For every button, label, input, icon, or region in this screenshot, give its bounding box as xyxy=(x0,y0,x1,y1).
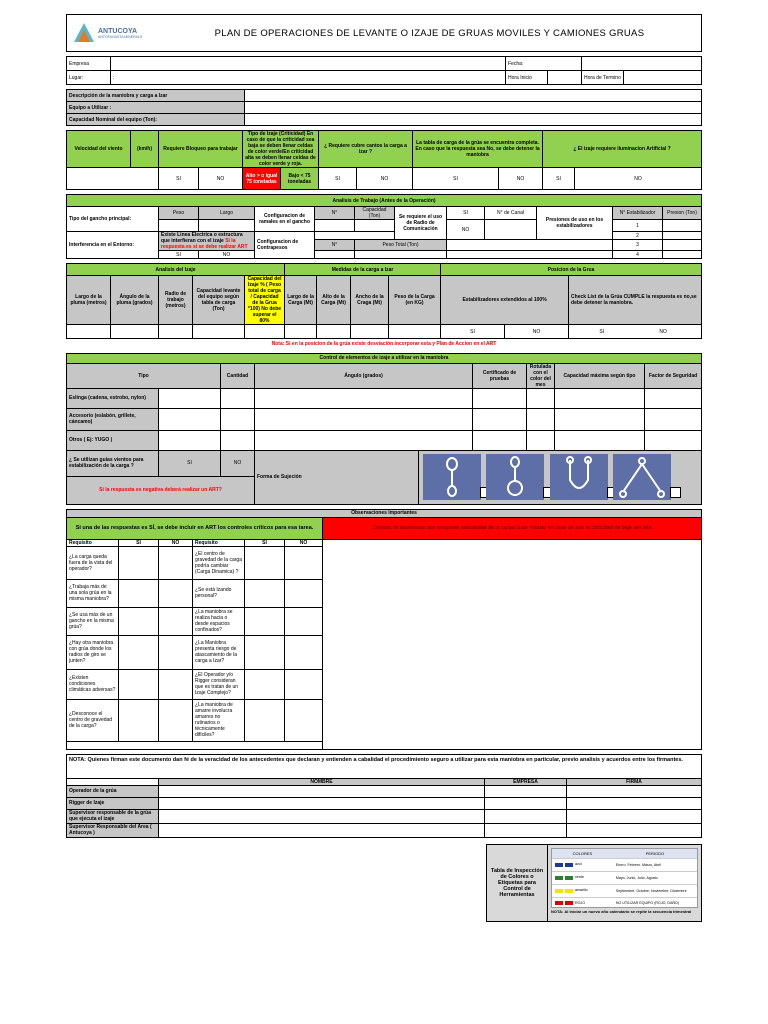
form-header xyxy=(66,14,702,52)
largo-label: Largo xyxy=(199,207,255,220)
eslinga-label: Eslinga (cadena, estrobo, nylon) xyxy=(67,388,159,408)
control-title: Control de elementos de izaje a utilizar en la maniobra xyxy=(67,353,702,363)
cubre-no[interactable]: NO xyxy=(357,168,413,190)
logo-name: ANTUCOYA xyxy=(98,27,138,35)
cubre-si[interactable]: SI xyxy=(319,168,357,190)
config-ramales-label: Configuracion de ramales en el gancho xyxy=(255,207,315,232)
medidas-title: Medidas de la carga a Izar xyxy=(285,264,441,276)
req-right-4-no[interactable] xyxy=(285,669,323,699)
obs-spacer xyxy=(67,741,323,749)
vientos-label: ¿ Se utilizan guias vientos para estabilización de la carga ? xyxy=(67,450,159,476)
n-field[interactable] xyxy=(315,220,355,232)
empresa-col-label: EMPRESA xyxy=(485,778,567,785)
color-name-3: ROJO xyxy=(575,900,585,905)
hora-inicio-field[interactable] xyxy=(547,71,581,85)
sling-choker-icon xyxy=(486,454,544,500)
capacidad-pct-label: Capacidad del Izaje % ( Peso total de carga / Capacidad de la Grua *100) No debe superar el 80% xyxy=(245,276,285,325)
req-right-2-no[interactable] xyxy=(285,607,323,635)
observaciones-title: Observaciones Importantes xyxy=(67,509,702,517)
colores-section xyxy=(66,844,702,922)
accesorio-angulo[interactable] xyxy=(255,408,473,430)
accesorio-factor[interactable] xyxy=(645,408,702,430)
bloqueo-si[interactable]: SI xyxy=(159,168,199,190)
factor-label: Factor de Seguridad xyxy=(645,363,702,388)
work-analysis-table xyxy=(66,194,702,259)
sling-basket-icon xyxy=(550,454,608,500)
largo-carga-label: Largo de la Carga (Mt) xyxy=(285,276,317,325)
largo-field[interactable] xyxy=(199,220,255,232)
si-label-2: SI xyxy=(245,539,285,546)
largo-pluma-field[interactable] xyxy=(67,325,111,339)
req-left-2-si[interactable] xyxy=(119,607,159,635)
otros-angulo[interactable] xyxy=(255,430,473,450)
req-left-3-no[interactable] xyxy=(159,635,193,669)
color-periodo-2: Septiembre, Octubre, Noviembre, Diciembre xyxy=(615,888,687,893)
antucoya-logo xyxy=(73,19,158,47)
largo-pluma-label: Largo de la pluma (metros) xyxy=(67,276,111,325)
eslinga-capacidad[interactable] xyxy=(555,388,645,408)
fecha-label: Fecha: xyxy=(505,57,581,71)
req-left-1-si[interactable] xyxy=(119,579,159,607)
eslinga-factor[interactable] xyxy=(645,388,702,408)
req-left-5-si[interactable] xyxy=(119,699,159,741)
vientos-si[interactable]: SI xyxy=(159,450,221,476)
descripcion-field[interactable] xyxy=(245,90,702,102)
presiones-label: Presiones de uso en los estabilizadores xyxy=(537,207,613,240)
tipo-izaje-label: Tipo de Izaje (Criticidad) En caso de que la criticidad sea baja se deben llenar celdas de color verde/En criticidad alta se deben llenar celdas de color verde y roja. xyxy=(243,131,319,168)
accesorio-cantidad[interactable] xyxy=(221,408,255,430)
checklist-no[interactable]: NO xyxy=(659,328,667,335)
croquis-area[interactable] xyxy=(323,539,702,749)
supervisor-grua-label: Supervisor responsable de la grúa que ejecuta el izaje xyxy=(67,809,159,823)
linea-no[interactable]: NO xyxy=(199,251,255,259)
capacidad-max-label: Capacidad máxima según tipo xyxy=(555,363,645,388)
accesorio-label: Accesorio (eslabón, grillete, cáncamo) xyxy=(67,408,159,430)
conditions-table xyxy=(66,130,702,190)
form-sheet xyxy=(66,14,702,922)
req-right-5-no[interactable] xyxy=(285,699,323,741)
swatch-amarillo-2 xyxy=(565,889,573,893)
swatch-rojo xyxy=(555,901,563,905)
equipo-label: Equipo a Utilizar : xyxy=(67,102,245,114)
iluminacion-label: ¿ El izaje requiere iluminacion Artificial ? xyxy=(543,131,702,168)
color-periodo-1: Mayo, Junio, Julio, Agosto xyxy=(615,875,658,880)
posicion-nota: Nota: Si en la posicion de la grúa existe desviación incorporar esta y Plan de Accion en el ART xyxy=(271,340,497,347)
requisito-label-1: Requisito xyxy=(67,539,119,546)
req-left-0-si[interactable] xyxy=(119,546,159,579)
empresa-field[interactable] xyxy=(111,57,506,71)
checklist-answers xyxy=(569,325,702,339)
req-left-4-si[interactable] xyxy=(119,669,159,699)
colores-content xyxy=(548,845,701,921)
negativa-warning: Si la respuesta es negativa deberá realizar un ART? xyxy=(67,476,255,504)
control-table xyxy=(66,353,702,505)
peso-carga-field[interactable] xyxy=(389,325,441,339)
operador-nombre[interactable] xyxy=(159,785,485,797)
presion-1[interactable] xyxy=(663,220,702,232)
swatch-verde-2 xyxy=(565,876,573,880)
observaciones-table xyxy=(66,509,702,750)
req-right-4: ¿El Operador y/o Rigger consideran que es tratan de un Izaje Complejo? xyxy=(193,669,245,699)
req-right-5-si[interactable] xyxy=(245,699,285,741)
bloqueo-label: Requiere Bloqueo para trabajar xyxy=(159,131,243,168)
req-right-4-si[interactable] xyxy=(245,669,285,699)
req-right-1-si[interactable] xyxy=(245,579,285,607)
req-left-3-si[interactable] xyxy=(119,635,159,669)
sujecion-check-4[interactable] xyxy=(670,487,681,498)
viento-label: Velocidad del viento xyxy=(67,131,131,168)
tipo-label: Tipo xyxy=(67,363,221,388)
n-label: N° xyxy=(315,207,355,220)
swatch-verde xyxy=(555,876,563,880)
canal-field[interactable] xyxy=(485,220,537,240)
color-name-2: amarillo xyxy=(575,888,588,893)
accesorio-capacidad[interactable] xyxy=(555,408,645,430)
descripcion-label: Descripción de la maniobra y carga a Izar xyxy=(67,90,245,102)
req-right-5: ¿La maniobra de amarre involucra amarres no rutinarios o técnicamente difíciles? xyxy=(193,699,245,741)
color-row-verde xyxy=(552,871,697,884)
estab-no[interactable]: NO xyxy=(505,325,569,339)
tabla-carga-label: La tabla de carga de la grúa se encuentra completa. En caso que la respuesta sea No, se debe detener la maniobra xyxy=(413,131,543,168)
rigger-firma[interactable] xyxy=(567,797,702,809)
canal-label: N° de Canal xyxy=(485,207,537,220)
sling-single-icon xyxy=(423,454,481,500)
logo-subtitle: ANTOFAGASTA MINERALS xyxy=(98,34,143,39)
color-periodo-0: Enero, Febrero, Marzo, Abril xyxy=(615,862,662,867)
req-left-0: ¿La carga queda fuera de la vista del operador? xyxy=(67,546,119,579)
operador-label: Operador de la grúa xyxy=(67,785,159,797)
presion-2[interactable] xyxy=(663,232,702,240)
color-row-amarillo xyxy=(552,884,697,897)
n-contrapeso-label: N° xyxy=(315,240,355,251)
izaje-table xyxy=(66,263,702,349)
si-label-1: SI xyxy=(119,539,159,546)
otros-certificado[interactable] xyxy=(473,430,527,450)
contrapesos-spacer xyxy=(315,232,395,240)
capacidad-ton-label: Capacidad (Ton) xyxy=(355,207,395,220)
lugar-field[interactable]: : xyxy=(111,71,506,85)
empresa-label: Empresa xyxy=(67,57,111,71)
req-right-3-no[interactable] xyxy=(285,635,323,669)
estab-si[interactable]: SI xyxy=(441,325,505,339)
eslinga-cantidad[interactable] xyxy=(221,388,255,408)
otros-rotulada[interactable] xyxy=(527,430,555,450)
alto-carga-label: Alto de la Carga (Mt) xyxy=(317,276,351,325)
capacidad-levante-label: Capacidad levante del equipo según tabla de carga (Ton) xyxy=(193,276,245,325)
requisito-label-2: Requisito xyxy=(193,539,245,546)
n-contrapeso-field[interactable] xyxy=(315,251,355,259)
general-info-table xyxy=(66,56,702,85)
logo-mark-icon xyxy=(73,22,95,44)
supervisor-grua-nombre[interactable] xyxy=(159,809,485,823)
estab-4: 4 xyxy=(613,251,663,259)
firmas-table xyxy=(66,754,702,838)
viento-field[interactable] xyxy=(67,168,159,190)
firmas-nota: NOTA: Quienes firman este documento dan fé de la veracidad de los antecedentes que declaran y entienden a cabalidad el procedimiento seguro a utilizar para esta maniobra en particular, previo analisis y acuerdos entre los firmantes. xyxy=(67,754,702,778)
no-label-1: NO xyxy=(159,539,193,546)
capacidad-field[interactable] xyxy=(245,114,702,126)
nombre-label: NOMBRE xyxy=(159,778,485,785)
req-left-3: ¿Hay otra maniobra con grúa donde los radios de giro se junten? xyxy=(67,635,119,669)
checklist-label: Check List de la Grúa CUMPLE la respuesta es no,se debe detener la maniobra. xyxy=(569,276,702,325)
rotulada-label: Rotulada con el color del mes xyxy=(527,363,555,388)
colores-chart xyxy=(551,848,698,908)
angulo-pluma-label: Ángulo de la pluma (grados) xyxy=(111,276,159,325)
radio-si[interactable]: SI xyxy=(447,207,485,220)
colores-label: Tabla de Inspección de Colores o Etiquetas para Control de Herramientas xyxy=(487,845,548,921)
operador-firma[interactable] xyxy=(567,785,702,797)
colores-head-color: COLORES xyxy=(572,850,593,856)
accesorio-rotulada[interactable] xyxy=(527,408,555,430)
req-right-3-si[interactable] xyxy=(245,635,285,669)
obs-right-note: Croquis de maniobras que aseguren estabilidad de la carga/ Este realizar en caso de que la criticidad de baja sea alta xyxy=(323,517,702,539)
req-right-3: ¿La Maniobra presenta riesgo de atascamiento de la carga a Izar? xyxy=(193,635,245,669)
swatch-azul-2 xyxy=(565,863,573,867)
blank-cell xyxy=(447,251,613,259)
otros-cantidad[interactable] xyxy=(221,430,255,450)
page-title: PLAN DE OPERACIONES DE LEVANTE O IZAJE DE GRUAS MOVILES Y CAMIONES GRUAS xyxy=(214,27,645,39)
otros-factor[interactable] xyxy=(645,430,702,450)
peso-field[interactable] xyxy=(159,220,199,232)
color-row-rojo xyxy=(552,897,697,909)
angulo-pluma-field[interactable] xyxy=(111,325,159,339)
swatch-amarillo xyxy=(555,889,563,893)
presion-3[interactable] xyxy=(663,240,702,251)
presion-4[interactable] xyxy=(663,251,702,259)
eslinga-rotulada[interactable] xyxy=(527,388,555,408)
supervisor-area-empresa[interactable] xyxy=(485,823,567,837)
rigger-empresa[interactable] xyxy=(485,797,567,809)
largo-carga-field[interactable] xyxy=(285,325,317,339)
capacidad-pct-field[interactable] xyxy=(245,325,285,339)
firma-label: FIRMA xyxy=(567,778,702,785)
req-left-5-no[interactable] xyxy=(159,699,193,741)
accesorio-field[interactable] xyxy=(159,408,221,430)
color-row-azul xyxy=(552,858,697,871)
eslinga-certificado[interactable] xyxy=(473,388,527,408)
supervisor-grua-firma[interactable] xyxy=(567,809,702,823)
bloqueo-no[interactable]: NO xyxy=(199,168,243,190)
estab-2: 2 xyxy=(613,232,663,240)
req-left-2-no[interactable] xyxy=(159,607,193,635)
otros-label: Otros ( Ej: YUGO ) xyxy=(67,430,159,450)
checklist-si[interactable]: SI xyxy=(599,328,605,335)
presion-label: Presion (Ton) xyxy=(663,207,702,220)
linea-warning: Si la respuesta es si se debe realizar ART xyxy=(161,238,248,250)
swatch-rojo-2 xyxy=(565,901,573,905)
colores-box xyxy=(486,844,702,922)
rigger-label: Rigger de Izaje xyxy=(67,797,159,809)
operador-empresa[interactable] xyxy=(485,785,567,797)
analisis-izaje-title: Analisis del Izaje xyxy=(67,264,285,276)
radio-label: Se requiere el uso de Radio de Comunicación xyxy=(395,207,447,240)
color-name-1: verde xyxy=(575,875,584,880)
color-name-0: azul xyxy=(575,862,582,867)
supervisor-area-nombre[interactable] xyxy=(159,823,485,837)
equipo-field[interactable] xyxy=(245,102,702,114)
capacidad-label: Capacidad Nominal del equipo (Ton): xyxy=(67,114,245,126)
certificado-label: Certificado de pruebas xyxy=(473,363,527,388)
hora-termino-field[interactable] xyxy=(624,71,702,85)
estab-3: 3 xyxy=(613,240,663,251)
req-right-2: ¿La maniobra se realiza hacia o desde espacios confinados? xyxy=(193,607,245,635)
radio-trabajo-label: Radio de trabajo (metros) xyxy=(159,276,193,325)
eslinga-angulo[interactable] xyxy=(255,388,473,408)
supervisor-grua-empresa[interactable] xyxy=(485,809,567,823)
rigger-nombre[interactable] xyxy=(159,797,485,809)
req-right-1: ¿Se está Izando personal? xyxy=(193,579,245,607)
req-left-1: ¿Trabaja más de una sola grúa en la misma maniobra? xyxy=(67,579,119,607)
req-left-1-no[interactable] xyxy=(159,579,193,607)
colores-head-periodo: PERIODO xyxy=(645,850,665,856)
estabilizadores-label: Estabilizadores extendidos al 100% xyxy=(441,276,569,325)
lugar-label: Lugar: xyxy=(67,71,111,85)
sujecion-images xyxy=(419,450,702,504)
criticidad-alta[interactable]: Alto > o igual 75 toneladas xyxy=(243,168,281,190)
sling-bridle-icon xyxy=(613,454,671,500)
radio-no[interactable]: NO xyxy=(447,220,485,240)
hora-termino-label: Hora de Termino xyxy=(582,71,624,85)
req-right-2-si[interactable] xyxy=(245,607,285,635)
color-periodo-3: NO UTILIZAR EQUIPO (ROJO, DAÑO) xyxy=(615,901,679,905)
tabla-no[interactable]: NO xyxy=(499,168,543,190)
linea-label xyxy=(159,232,255,251)
peso-total-field[interactable] xyxy=(355,251,447,259)
linea-text: Existe Linea Electrica o estructura que interfieran con el izaje xyxy=(161,232,243,244)
eslinga-field[interactable] xyxy=(159,388,221,408)
gancho-label: Tipo del gancho principal: xyxy=(67,207,159,232)
posicion-title: Posicion de la Grua xyxy=(441,264,702,276)
req-right-0: ¿El centro de gravedad de la carga podría cambiar (Carga Dinamica) ? xyxy=(193,546,245,579)
linea-si[interactable]: SI xyxy=(159,251,199,259)
capacidad-levante-field[interactable] xyxy=(193,325,245,339)
radio-trabajo-field[interactable] xyxy=(159,325,193,339)
radio-spacer xyxy=(447,240,613,251)
angulo-label: Ángulo (grados) xyxy=(255,363,473,388)
req-left-0-no[interactable] xyxy=(159,546,193,579)
req-right-0-si[interactable] xyxy=(245,546,285,579)
alto-carga-field[interactable] xyxy=(317,325,351,339)
no-label-2: NO xyxy=(285,539,323,546)
description-table xyxy=(66,89,702,126)
req-left-4: ¿Existen condiciones climáticas adversas? xyxy=(67,669,119,699)
peso-carga-label: Peso de la Carga (en KG) xyxy=(389,276,441,325)
otros-capacidad[interactable] xyxy=(555,430,645,450)
trabajo-title: Analisis de Trabajo (Antes de la Operación) xyxy=(67,195,702,207)
ancho-carga-label: Ancho de la Craga (Mt) xyxy=(351,276,389,325)
estab-1: 1 xyxy=(613,220,663,232)
otros-field[interactable] xyxy=(159,430,221,450)
fecha-field[interactable] xyxy=(582,57,702,71)
vientos-no[interactable]: NO xyxy=(221,450,255,476)
colores-nota: NOTA: Al iniciar un nuevo año calendario se repite la secuencia trimestral xyxy=(551,908,692,914)
capacidad-ton-field[interactable] xyxy=(355,220,395,232)
iluminacion-no[interactable]: NO xyxy=(575,168,702,190)
tabla-si[interactable]: SI xyxy=(413,168,499,190)
req-right-1-no[interactable] xyxy=(285,579,323,607)
supervisor-area-label: Supervisor Responsable del Area ( Antucoya ) xyxy=(67,823,159,837)
firmas-corner xyxy=(67,778,159,785)
swatch-azul xyxy=(555,863,563,867)
obs-left-note: Si una de las respuestas es SÍ, se debe incluir en ART los controles críticos para esa tarea. xyxy=(67,517,323,539)
req-left-5: ¿Desconoce el centro de gravedad de la carga? xyxy=(67,699,119,741)
peso-label: Peso xyxy=(159,207,199,220)
kmh-label: (km/h) xyxy=(131,131,159,168)
supervisor-area-firma[interactable] xyxy=(567,823,702,837)
accesorio-certificado[interactable] xyxy=(473,408,527,430)
req-left-2: ¿Se usa más de un gancho en la misma grúa? xyxy=(67,607,119,635)
ancho-carga-field[interactable] xyxy=(351,325,389,339)
estab-label: N° Estabilizador xyxy=(613,207,663,220)
hora-inicio-label: Hora Inicio xyxy=(505,71,547,85)
forma-sujecion-label: Forma de Sujeción xyxy=(255,450,419,504)
cubre-cantos-label: ¿ Requiere cubre cantos la carga a Izar ? xyxy=(319,131,413,168)
peso-total-label: Peso Total (Ton) xyxy=(355,240,447,251)
contrapesos-label: Configuracion de Contrapesos xyxy=(255,232,315,259)
cantidad-label: Cantidad xyxy=(221,363,255,388)
interferencia-label: Interferencia en el Entorno: xyxy=(67,232,159,259)
req-left-4-no[interactable] xyxy=(159,669,193,699)
criticidad-baja[interactable]: Bajo < 75 toneladas xyxy=(281,168,319,190)
iluminacion-si[interactable]: SI xyxy=(543,168,575,190)
req-right-0-no[interactable] xyxy=(285,546,323,579)
